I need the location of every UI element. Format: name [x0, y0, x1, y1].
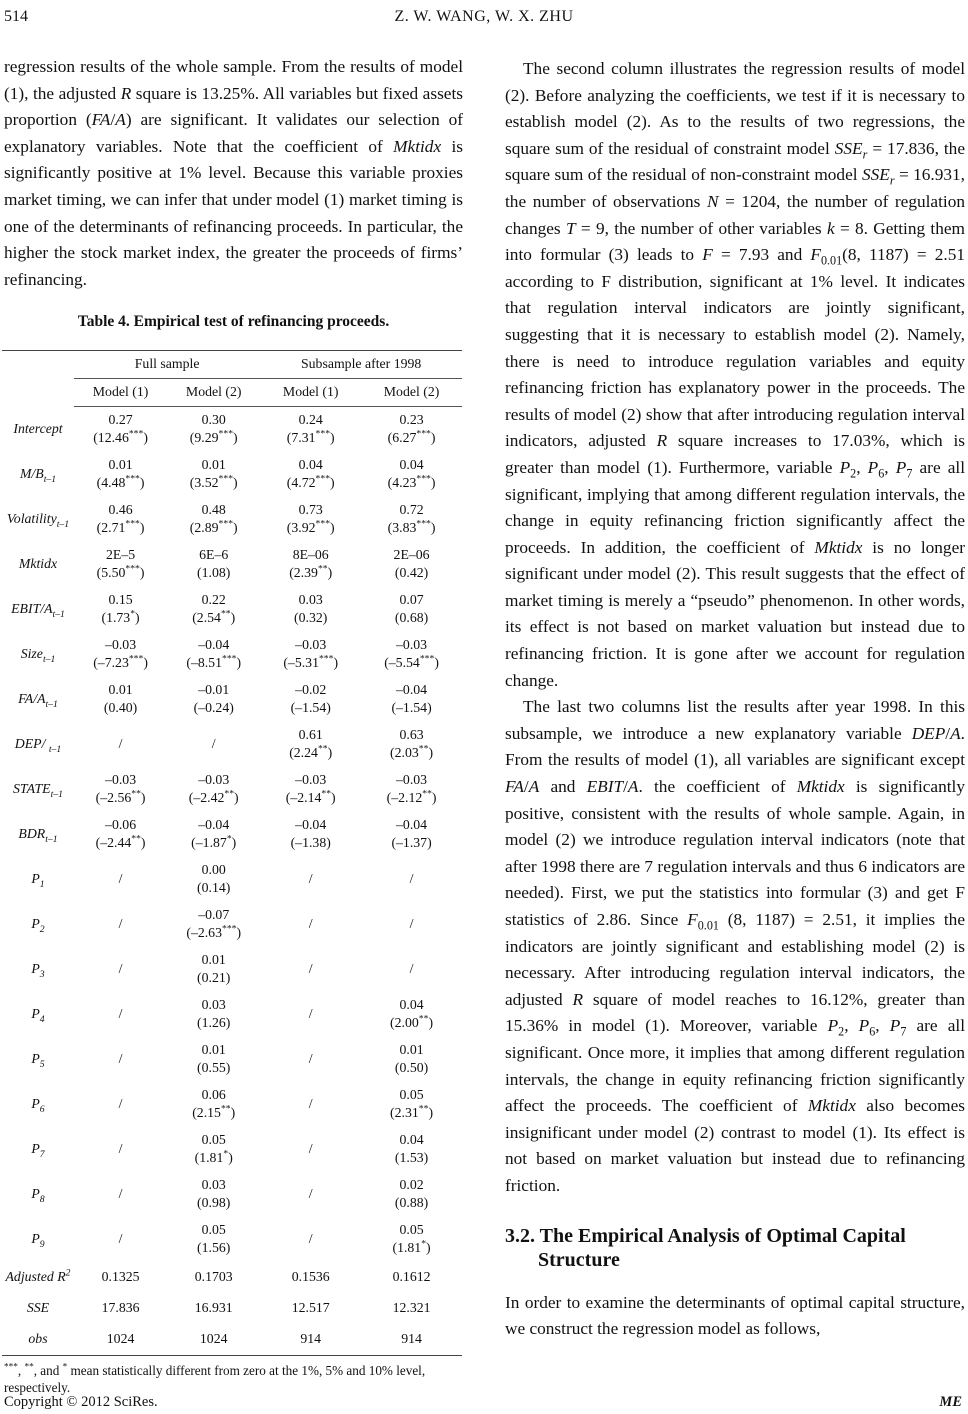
section-title-line1: The Empirical Analysis of Optimal Capital: [539, 1224, 906, 1247]
table-cell: –0.01 (–0.24): [193, 682, 234, 716]
table-cell: /: [308, 1231, 313, 1247]
table-cell: /: [308, 1096, 313, 1112]
table-cell: 0.61 (2.24**): [289, 727, 333, 761]
table-cell: 0.05 (2.31**): [390, 1087, 434, 1121]
row-variable-label: Volatility$_{t-1}$: [6, 511, 70, 531]
table-row: [2, 1082, 462, 1127]
table-cell: –0.04 (–1.37): [391, 817, 432, 851]
table-cell: –0.04 (–1.54): [391, 682, 432, 716]
table-cell: /: [308, 961, 313, 977]
table-cell: /: [409, 871, 414, 887]
table-row: [2, 1037, 462, 1082]
table-row: [2, 947, 462, 992]
table-summary-row: [2, 1262, 462, 1293]
table-cell: 0.27 (12.46***): [93, 412, 148, 446]
table-model-header-row: [2, 378, 462, 406]
running-head-authors: Z. W. WANG, W. X. ZHU: [394, 8, 574, 25]
table-cell: /: [118, 1186, 123, 1202]
table-cell: –0.06 (–2.44**): [95, 817, 146, 851]
table-cell: –0.07 (–2.63***): [186, 907, 242, 941]
table-cell: /: [308, 1141, 313, 1157]
group-header-subsample: Subsample after 1998: [260, 350, 462, 378]
table-group-header-row: [2, 350, 462, 378]
row-variable-label: $P_8$: [31, 1186, 45, 1206]
row-variable-label: Mktidx: [18, 556, 58, 572]
table-cell: 0.01 (0.55): [197, 1042, 231, 1076]
table-cell: 0.22 (2.54**): [192, 592, 236, 626]
table-cell: –0.03 (–5.54***): [384, 637, 439, 671]
table-cell: 0.04 (4.23***): [387, 457, 436, 491]
row-variable-label: Intercept: [13, 421, 63, 437]
table-cell: 0.02 (0.88): [394, 1177, 429, 1211]
table-cell: 0.00 (0.14): [197, 862, 231, 896]
table-cell: –0.04 (–8.51***): [186, 637, 242, 671]
row-variable-label: obs: [2, 1324, 74, 1356]
row-variable-label: EBIT/$A_{t-1}$: [11, 601, 65, 621]
table-row: [2, 677, 462, 722]
body-paragraph: The second column illustrates the regression results of model (2). Before analyzing the coefficients, we test if it is necessary to establish model (2). As to the results of two regressions, the square sum of the residual of constraint model $SSE_r = 17.836$, the square sum of the residual of non-constraint model $SSE_r = 16.931$, the number of observations N = 1204, the number of regulation changes T = 9, the number of other variables k = 8. Getting them into formular (3) leads to F = 7.93 and $F_{0.01}(8$, 1187) = 2.51 according to F distribution, significant at 1% level. It indicates that regulation interval indicators are jointly significant, suggesting that it is necessary to establish model (2). Namely, there is need to introduce regulation variables and equity refinancing friction has explanatory power in the proceeds. The results of model (2) show that after introducing regulation interval indicators, adjusted R square increases to 17.03%, which is greater than model (1). Furthermore, variable $P_2$, $P_6$, $P_7$ are all significant, implying that among different regulation intervals, the change in equity refinancing friction significantly affect the proceeds. In addition, the coefficient of Mktidx is no longer significant under model (2). This result suggests that the effect of market timing is merely a “pseudo” phenomenon. In other words, its effect is not based on market valuation but instead due to refinancing friction. It is gone after we account for regulation change.: [505, 59, 966, 690]
model-header: Model (1): [260, 378, 361, 406]
table-summary-row: [2, 1324, 462, 1356]
table-row: [2, 992, 462, 1037]
table-cell: 914: [361, 1324, 462, 1356]
table-cell: 6E–6 (1.08): [197, 547, 231, 581]
table-cell: 0.63 (2.03**): [390, 727, 434, 761]
table-cell: 0.24 (7.31***): [286, 412, 335, 446]
table-cell: 0.15 (1.73*): [101, 592, 140, 626]
table-cell: 17.836: [101, 1300, 140, 1316]
row-variable-label: Size$_{t-1}$: [20, 646, 56, 666]
copyright: Copyright © 2012 SciRes.: [4, 1394, 158, 1410]
table-cell: /: [308, 916, 313, 932]
table-cell: 914: [260, 1324, 361, 1356]
table-cell: /: [118, 1051, 123, 1067]
table-cell: 0.01 (0.21): [197, 952, 231, 986]
row-variable-label: $P_7$: [31, 1141, 45, 1161]
table-cell: 0.05 (1.56): [197, 1222, 231, 1256]
table-cell: –0.03 (–5.31***): [283, 637, 339, 671]
table-row: [2, 767, 462, 812]
table-note: ***, **, and * mean statistically different from zero at the 1%, 5% and 10% level, respectively.: [4, 1361, 426, 1395]
table-cell: /: [409, 961, 414, 977]
table-cell: /: [118, 736, 123, 752]
table-caption: Table 4. Empirical test of refinancing proceeds.: [77, 313, 390, 331]
table-row: [2, 497, 462, 542]
table-row: [2, 1172, 462, 1217]
table-cell: 0.1536: [291, 1269, 330, 1285]
table-cell: 2E–06 (0.42): [393, 547, 430, 581]
table-row: [2, 542, 462, 587]
results-table: [2, 350, 462, 1356]
table-cell: 0.01 (0.40): [103, 682, 138, 716]
table-cell: /: [308, 1051, 313, 1067]
table-cell: –0.03 (–2.14**): [285, 772, 336, 806]
row-variable-label: Adjusted $R^2$: [5, 1267, 71, 1285]
table-cell: 0.05 (1.81*): [392, 1222, 431, 1256]
table-cell: 0.1612: [392, 1269, 431, 1285]
table-cell: –0.03 (–2.56**): [95, 772, 146, 806]
table-cell: –0.04 (–1.87*): [191, 817, 237, 851]
page-header: [0, 6, 968, 30]
model-header: Model (2): [361, 378, 462, 406]
table-row: [2, 722, 462, 767]
section-heading: [505, 1224, 965, 1272]
row-variable-label: $P_1$: [31, 871, 45, 891]
table-cell: 12.517: [291, 1300, 330, 1316]
group-header-full-sample: Full sample: [74, 350, 260, 378]
table-cell: 0.04 (1.53): [394, 1132, 429, 1166]
table-cell: 0.1703: [194, 1269, 233, 1285]
row-variable-label: $BDR_{t-1}$: [18, 826, 58, 846]
table-cell: –0.03 (–2.42**): [188, 772, 239, 806]
journal-abbrev: ME: [939, 1394, 962, 1410]
table-cell: 0.04 (4.72***): [286, 457, 335, 491]
table-cell: 0.01 (3.52***): [189, 457, 238, 491]
table-row: [2, 1127, 462, 1172]
model-header: Model (1): [74, 378, 167, 406]
table-cell: 16.931: [194, 1300, 233, 1316]
table-row: [2, 902, 462, 947]
row-variable-label: $M/B_{t-1}$: [19, 466, 57, 486]
table-cell: /: [118, 1006, 123, 1022]
body-paragraph: The last two columns list the results after year 1998. In this subsample, we introduce a new explanatory variable DEP/A. From the results of model (1), all variables are significant except FA/A and EBIT/A. the coefficient of Mktidx is significantly positive, consistent with the results of whole sample. Again, in model (2) we introduce regulation interval indicators (note that after 1998 there are 7 regulation intervals and thus 6 indicators are needed). First, we put the statistics into formular (3) and get F statistics of 2.86. Since $F_{0.01}$ (8, 1187) = 2.51, it implies the indicators are jointly significant and establishing model (2) is necessary. After introducing regulation interval indicators, the adjusted R square of model reaches to 16.12%, greater than 15.36% in model (1). Moreover, variable $P_2$, $P_6$, $P_7$ are all significant. Once more, it implies that among different regulation intervals, the change in equity refinancing friction significantly affect the proceeds. The coefficient of Mktidx also becomes insignificant under model (2) contrast to model (1). Its effect is not based on market valuation but instead due to refinancing friction.: [505, 697, 966, 1195]
table-cell: /: [211, 736, 216, 752]
table-cell: 0.30 (9.29***): [189, 412, 238, 446]
table-cell: 0.03 (0.32): [294, 592, 328, 626]
row-variable-label: $P_3$: [31, 961, 45, 981]
row-variable-label: $P_4$: [31, 1006, 45, 1026]
table-cell: 2E–5 (5.50***): [96, 547, 145, 581]
row-variable-label: $P_6$: [31, 1096, 45, 1116]
table-cell: /: [118, 916, 123, 932]
table-cell: 0.01 (0.50): [394, 1042, 429, 1076]
table-cell: 0.23 (6.27***): [387, 412, 436, 446]
table-cell: 8E–06 (2.39**): [289, 547, 333, 581]
section-title-line2: Structure: [538, 1248, 620, 1271]
table-cell: –0.04 (–1.38): [290, 817, 331, 851]
row-variable-label: $P_9$: [31, 1231, 45, 1251]
section-number: 3.2.: [505, 1224, 535, 1247]
table-cell: 0.1325: [101, 1269, 140, 1285]
table-cell: 1024: [167, 1324, 260, 1356]
table-cell: –0.02 (–1.54): [290, 682, 331, 716]
table-cell: 0.46 (2.71***): [96, 502, 145, 536]
table-cell: /: [118, 1231, 123, 1247]
table-row: [2, 1217, 462, 1262]
table-cell: 0.72 (3.83***): [387, 502, 436, 536]
table-cell: /: [409, 916, 414, 932]
table-cell: 0.03 (1.26): [197, 997, 231, 1031]
table-cell: /: [118, 871, 123, 887]
table-row: [2, 587, 462, 632]
table-row: [2, 406, 462, 452]
table-cell: 0.73 (3.92***): [286, 502, 335, 536]
row-variable-label: SSE: [26, 1300, 50, 1316]
table-cell: –0.03 (–2.12**): [386, 772, 437, 806]
row-variable-label: $P_2$: [31, 916, 45, 936]
table-cell: 12.321: [392, 1300, 431, 1316]
row-variable-label: $P_5$: [31, 1051, 45, 1071]
table-row: [2, 812, 462, 857]
table-cell: /: [118, 1141, 123, 1157]
table-cell: /: [308, 1006, 313, 1022]
table-cell: –0.03 (–7.23***): [93, 637, 148, 671]
table-cell: 0.04 (2.00**): [390, 997, 434, 1031]
row-variable-label: $FA/A_{t-1}$: [18, 691, 58, 711]
row-variable-label: $STATE_{t-1}$: [13, 781, 63, 801]
table-row: [2, 632, 462, 677]
row-variable-label: DEP/ $_{t-1}$: [14, 736, 62, 756]
left-intro-paragraph: regression results of the whole sample. From the results of model (1), the adjusted R square is 13.25%. All variables but fixed assets proportion (FA/A) are significant. It validates our selection of explanatory variables. Note that the coefficient of Mktidx is significantly positive at 1% level. Because this variable proxies market timing, we can infer that under model (1) market timing is one of the determinants of refinancing proceeds. In particular, the higher the stock market index, the greater the proceeds of firms’ refinancing.: [4, 57, 464, 289]
right-column: [505, 56, 965, 1343]
table-cell: 0.48 (2.89***): [189, 502, 238, 536]
table-row: [2, 857, 462, 902]
left-column: [4, 54, 463, 1396]
table-summary-row: [2, 1293, 462, 1324]
table-cell: 0.06 (2.15**): [192, 1087, 236, 1121]
page-number: 514: [4, 8, 28, 25]
table-cell: 0.03 (0.98): [197, 1177, 231, 1211]
table-cell: /: [308, 1186, 313, 1202]
table-cell: 1024: [74, 1324, 167, 1356]
table-cell: /: [118, 961, 123, 977]
table-cell: 0.05 (1.81*): [194, 1132, 233, 1166]
table-cell: /: [308, 871, 313, 887]
table-row: [2, 452, 462, 497]
table-cell: 0.01 (4.48***): [96, 457, 145, 491]
body-paragraph: In order to examine the determinants of optimal capital structure, we construct the regression model as follows,: [505, 1292, 965, 1339]
model-header: Model (2): [167, 378, 260, 406]
table-cell: /: [118, 1096, 123, 1112]
table-cell: 0.07 (0.68): [394, 592, 429, 626]
